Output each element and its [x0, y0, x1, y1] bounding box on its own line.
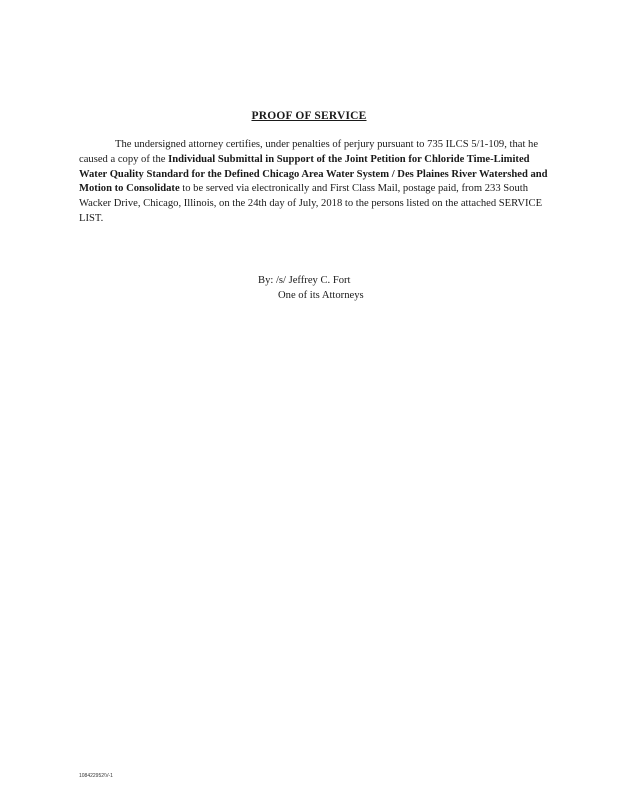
page-title: PROOF OF SERVICE [251, 110, 367, 122]
signature-by-line: By: /s/ Jeffrey C. Fort [258, 275, 351, 286]
document-title-bold: Individual Submittal in Support of the Joint Petition for Chloride Time-Limited Water Quality Standard for the Defined Chicago Area Water System / Des Plaines River Watershed and Motion to Consolidate [79, 153, 548, 195]
paragraph-intro-text: The undersigned attorney certifies, under penalties of perjury pursuant to 735 ILCS 5/1-109, that he caused a copy of the [79, 139, 539, 165]
paragraph-closing-text: to be served via electronically and First Class Mail, postage paid, from 233 South Wacker Drive, Chicago, Illinois, on the 24th day of July, 2018 to the persons listed on the attached SERVICE LIST. [79, 183, 543, 224]
document-footer-code: 108422952\V-1 [79, 773, 113, 779]
signature-role-line: One of its Attorneys [278, 290, 364, 301]
certification-paragraph [79, 138, 554, 227]
